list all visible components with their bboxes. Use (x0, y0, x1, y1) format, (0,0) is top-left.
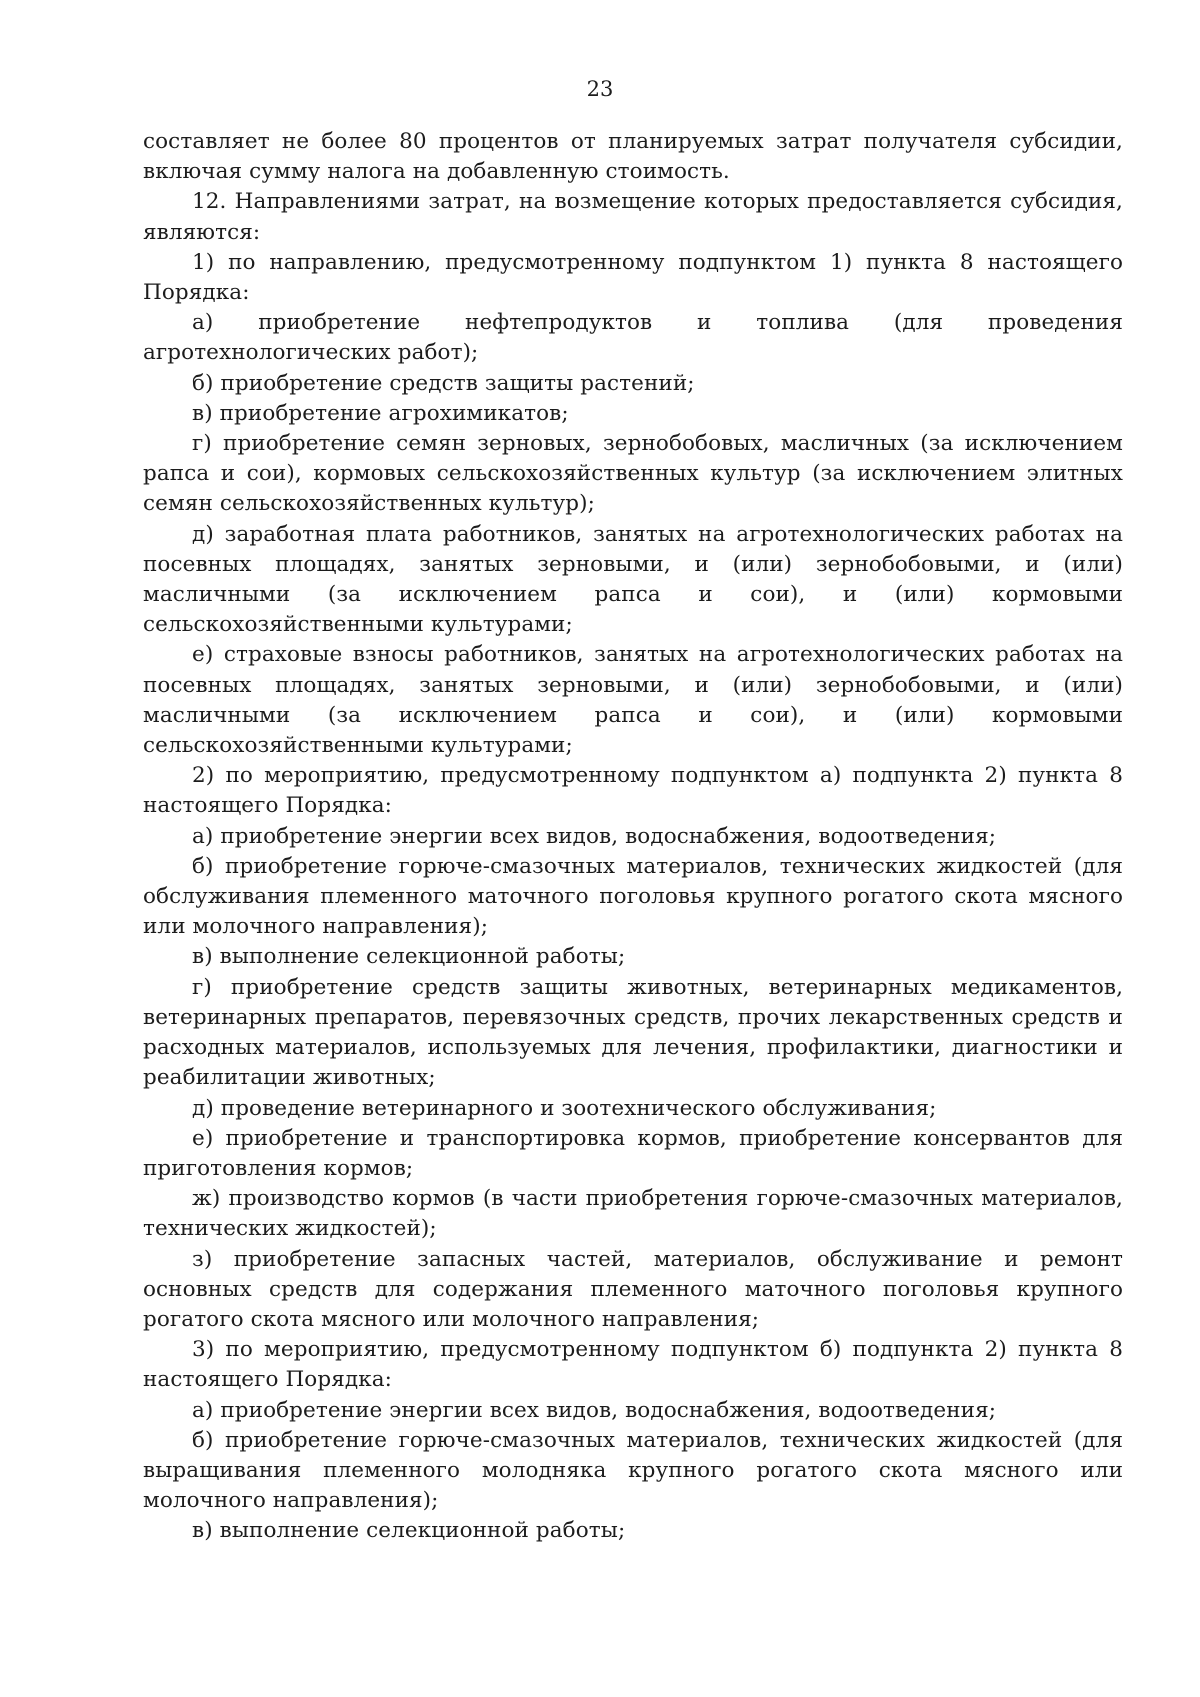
list-item-2-a: а) приобретение энергии всех видов, водоснабжения, водоотведения; (192, 823, 997, 849)
list-item-3-v: в) выполнение селекционной работы; (192, 1518, 626, 1544)
list-item-2-d: д) проведение ветеринарного и зоотехнического обслуживания; (192, 1095, 937, 1121)
paragraph-continuation: составляет не более 80 процентов от планируемых затрат получателя субсидии, включая сумму налога на добавленную стоимость. (143, 129, 1123, 185)
list-item-1-v: в) приобретение агрохимикатов; (192, 400, 569, 426)
list-item-1-e: е) страховые взносы работников, занятых на агротехнологических работах на посевных площадях, занятых зерновыми, и (или) зернобобовыми, и (или) масличными (за исключением рапса и сои), и (или) кормовыми сельскохозяйственными культурами; (143, 642, 1123, 759)
list-item-1-b: б) приобретение средств защиты растений; (192, 370, 695, 396)
list-item-3-a: а) приобретение энергии всех видов, водоснабжения, водоотведения; (192, 1397, 997, 1423)
list-item-3-b: б) приобретение горюче-смазочных материалов, технических жидкостей (для выращивания племенного молодняка крупного рогатого скота мясного или молочного направления); (143, 1427, 1123, 1514)
list-item-1-g: г) приобретение семян зерновых, зернобобовых, масличных (за исключением рапса и сои), кормовых сельскохозяйственных культур (за исключением элитных семян сельскохозяйственных культур); (143, 431, 1123, 517)
list-item-1-d: д) заработная плата работников, занятых на агротехнологических работах на посевных площадях, занятых зерновыми, и (или) зернобобовыми, и (или) масличными (за исключением рапса и сои), и (или) кормовыми сельскохозяйственными культурами; (143, 521, 1123, 638)
list-item-1-a: а) приобретение нефтепродуктов и топлива (для проведения агротехнологических работ); (143, 310, 1123, 366)
list-item-2: 2) по мероприятию, предусмотренному подпунктом а) подпункта 2) пункта 8 настоящего Порядка: (143, 763, 1123, 819)
page-number: 23 (586, 77, 614, 101)
document-body (143, 127, 1123, 1547)
list-item-2-b: б) приобретение горюче-смазочных материалов, технических жидкостей (для обслуживания племенного маточного поголовья крупного рогатого скота мясного или молочного направления); (143, 853, 1123, 940)
paragraph-section-12: 12. Направлениями затрат, на возмещение которых предоставляется субсидия, являются: (143, 189, 1123, 245)
list-item-2-v: в) выполнение селекционной работы; (192, 944, 626, 970)
list-item-2-g: г) приобретение средств защиты животных, ветеринарных медикаментов, ветеринарных препаратов, перевязочных средств, прочих лекарственных средств и расходных материалов, используемых для лечения, профилактики, диагностики и реабилитации животных; (143, 974, 1123, 1091)
list-item-1: 1) по направлению, предусмотренному подпунктом 1) пункта 8 настоящего Порядка: (143, 249, 1123, 306)
list-item-2-z: з) приобретение запасных частей, материалов, обслуживание и ремонт основных средств для содержания племенного маточного поголовья крупного рогатого скота мясного или молочного направления; (143, 1246, 1123, 1332)
list-item-2-zh: ж) производство кормов (в части приобретения горюче-смазочных материалов, технических жидкостей); (143, 1186, 1123, 1242)
list-item-3: 3) по мероприятию, предусмотренному подпунктом б) подпункта 2) пункта 8 настоящего Порядка: (143, 1337, 1123, 1393)
list-item-2-e: е) приобретение и транспортировка кормов, приобретение консервантов для приготовления кормов; (143, 1125, 1123, 1181)
